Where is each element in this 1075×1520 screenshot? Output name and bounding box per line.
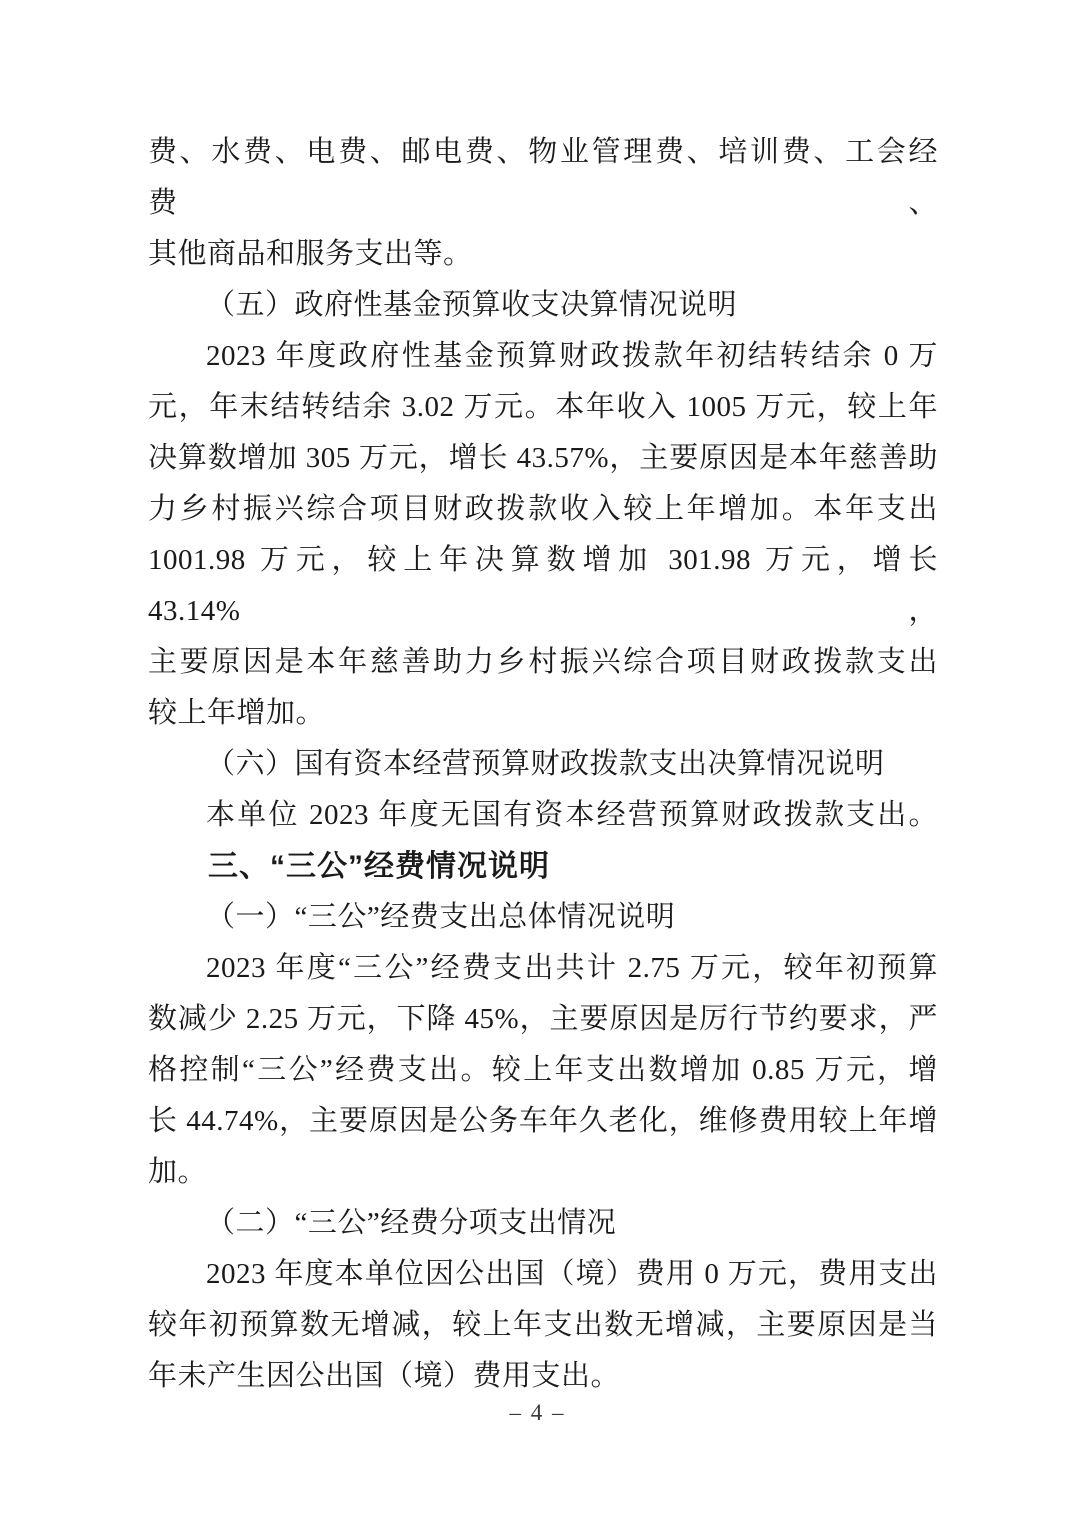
text-line: 长 44.74%，主要原因是公务车年久老化，维修费用较上年增 (148, 1105, 938, 1137)
text-line: 元，年末结转结余 3.02 万元。本年收入 1005 万元，较上年 (148, 391, 938, 423)
text-line: 数减少 2.25 万元，下降 45%，主要原因是厉行节约要求，严 (148, 1003, 938, 1035)
text-line: 较年初预算数无增减，较上年支出数无增减，主要原因是当 (148, 1309, 938, 1341)
text-line: 年未产生因公出国（境）费用支出。 (148, 1360, 621, 1392)
heading-section-6: （六）国有资本经营预算财政拨款支出决算情况说明 (206, 748, 885, 780)
heading-section-5: （五）政府性基金预算收支决算情况说明 (206, 289, 738, 321)
text-line: 费、水费、电费、邮电费、物业管理费、培训费、工会经费、 (148, 136, 938, 219)
document-body (148, 127, 938, 1402)
heading-subsection-1: （一）“三公”经费支出总体情况说明 (206, 901, 676, 933)
text-line: 格控制“三公”经费支出。较上年支出数增加 0.85 万元，增 (148, 1054, 938, 1086)
text-line: 加。 (148, 1156, 208, 1188)
page-number: – 4 – (509, 1400, 566, 1425)
text-line: 决算数增加 305 万元，增长 43.57%，主要原因是本年慈善助 (148, 442, 938, 474)
text-line: 较上年增加。 (148, 697, 326, 729)
text-line: 2023 年度“三公”经费支出共计 2.75 万元，较年初预算 (206, 952, 938, 984)
text-line: 本单位 2023 年度无国有资本经营预算财政拨款支出。 (206, 799, 938, 831)
heading-subsection-2: （二）“三公”经费分项支出情况 (206, 1207, 617, 1239)
text-line: 力乡村振兴综合项目财政拨款收入较上年增加。本年支出 (148, 493, 938, 525)
text-line: 主要原因是本年慈善助力乡村振兴综合项目财政拨款支出 (148, 646, 938, 678)
text-line: 2023 年度本单位因公出国（境）费用 0 万元，费用支出 (206, 1258, 938, 1290)
text-line: 1001.98 万元，较上年决算数增加 301.98 万元，增长 43.14%， (148, 544, 938, 627)
text-line: 2023 年度政府性基金预算财政拨款年初结转结余 0 万 (206, 340, 938, 372)
heading-three-gong: 三、“三公”经费情况说明 (208, 850, 550, 883)
text-line: 其他商品和服务支出等。 (148, 238, 473, 270)
